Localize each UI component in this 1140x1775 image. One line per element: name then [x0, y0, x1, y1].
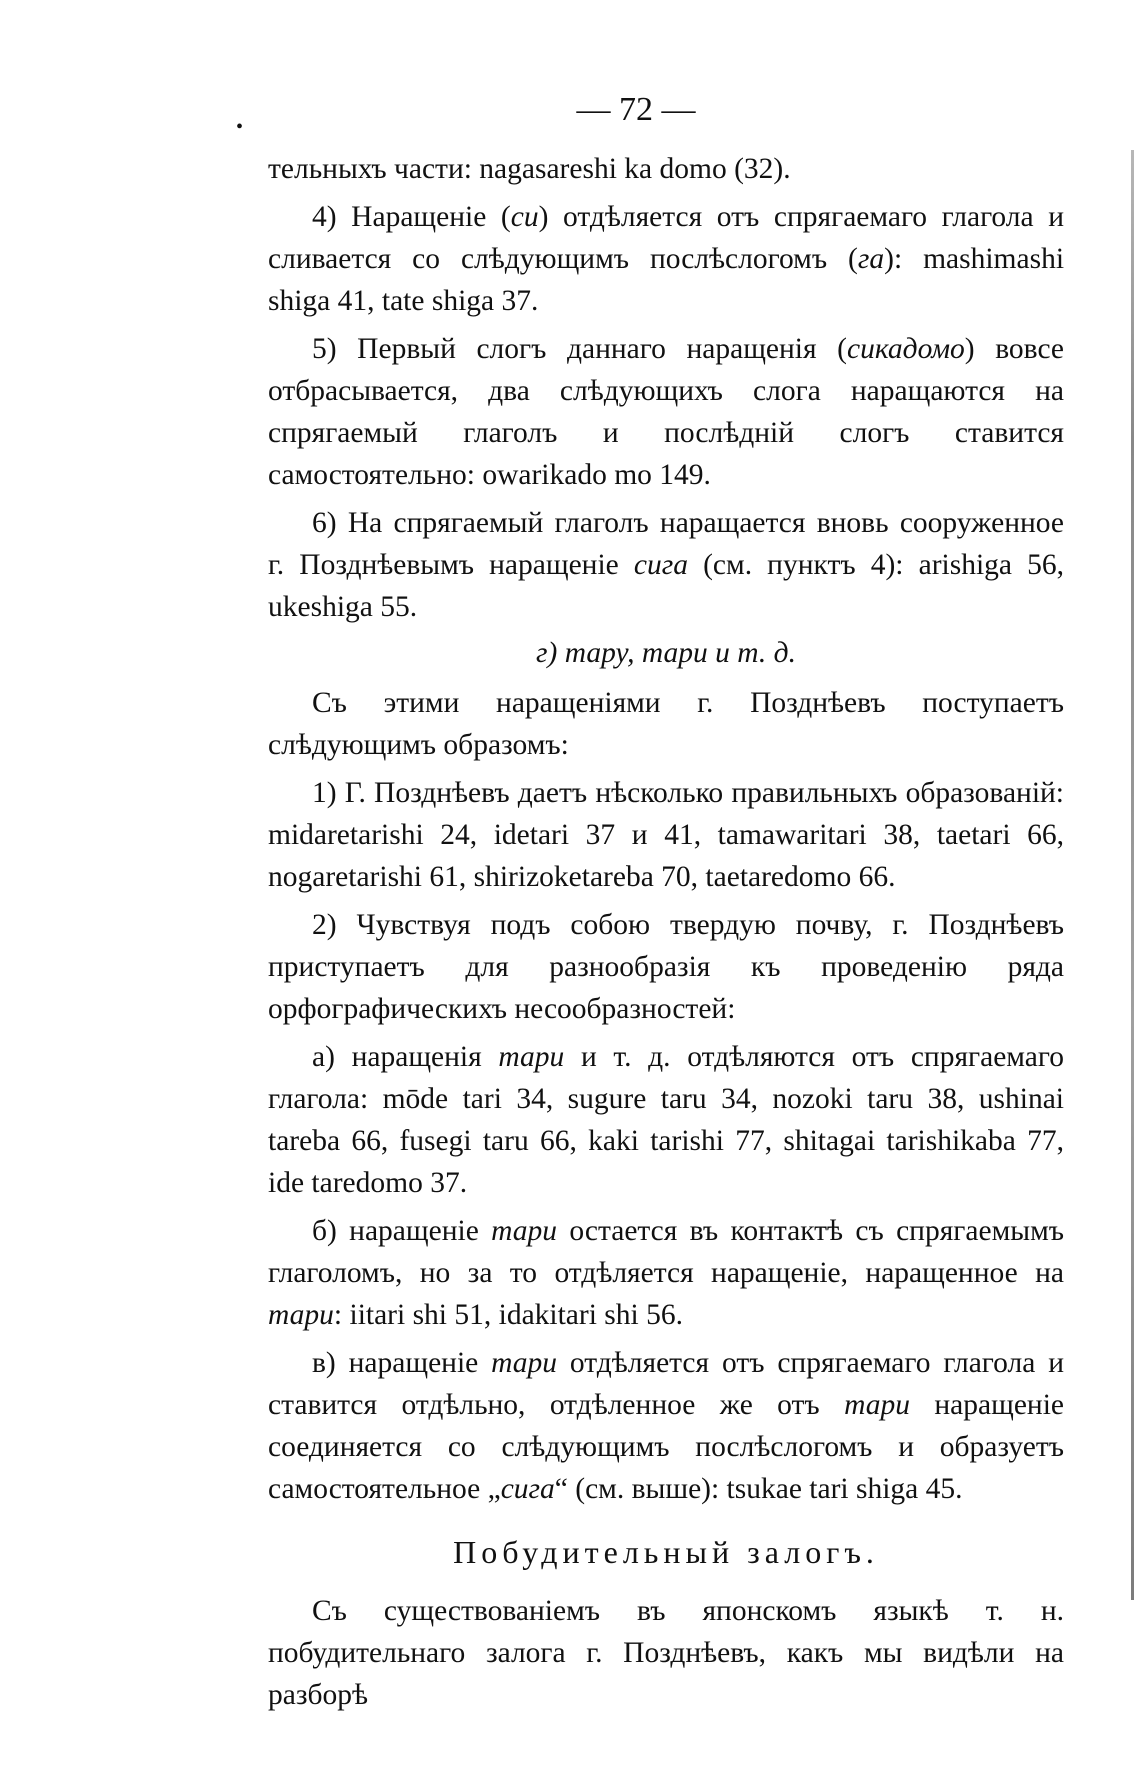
item-v: в) наращеніе тари отдѣляется отъ спрягаемаго глагола и ставится отдѣльно, отдѣленное же отъ тари наращеніе соединяется со слѣдующимъ послѣслогомъ и образуетъ самостоятельное „сига“ (см. выше): tsukae tari shiga 45. [268, 1347, 1064, 1505]
closing-paragraph: Съ существованіемъ въ японскомъ языкѣ т. н. побудительнаго залога г. Позднѣевъ, какъ мы видѣли на разборѣ [268, 1595, 1064, 1711]
item-a: а) наращенія тари и т. д. отдѣляются отъ спрягаемаго глагола: mōde tari 34, sugure taru 34, nozoki taru 38, ushinai tareba 66, fusegi taru 66, kaki tarishi 77, shitagai tarishikaba 77, ide taredomo 37. [268, 1041, 1064, 1199]
point-4: 4) Наращеніе (си) отдѣляется отъ спрягаемаго глагола и сливается со слѣдующимъ послѣслогомъ (га): mashimashi shiga 41, tate shiga 37. [268, 201, 1065, 317]
stray-mark: • [236, 116, 244, 138]
page-number: — 72 — [576, 91, 696, 128]
book-page [236, 88, 1065, 1716]
continuation-line: тельныхъ части: nagasareshi ka domo (32). [268, 153, 791, 185]
subheading: г) тару, тари и т. д. [536, 637, 796, 669]
intro-paragraph: Съ этими наращеніями г. Позднѣевъ поступаетъ слѣдующимъ образомъ: [268, 687, 1064, 761]
point-6: 6) На спрягаемый глаголъ наращается вновь сооруженное г. Позднѣевымъ наращеніе сига (см. пунктъ 4): arishiga 56, ukeshiga 55. [268, 507, 1064, 623]
point-5: 5) Первый слогъ даннаго наращенія (сикадомо) вовсе отбрасывается, два слѣдующихъ слога наращаются на спрягаемый глаголъ и послѣдній слогъ ставится самостоятельно: owarikado mo 149. [268, 333, 1064, 491]
item-b: б) наращеніе тари остается въ контактѣ съ спрягаемымъ глаголомъ, но за то отдѣляется наращеніе, наращенное на тари: iitari shi 51, idakitari shi 56. [268, 1215, 1064, 1331]
scan-edge-shadow [1131, 150, 1134, 1600]
item-2: 2) Чувствуя подъ собою твердую почву, г. Позднѣевъ приступаетъ для разнообразія къ проведенію ряда орфографическихъ несообразностей: [268, 909, 1064, 1025]
section-title: Побудительный залогъ. [453, 1534, 879, 1570]
item-1: 1) Г. Позднѣевъ даетъ нѣсколько правильныхъ образованій: midaretarishi 24, idetari 37 и 41, tamawaritari 38, taetari 66, nogaretarishi 61, shirizoketareba 70, taetaredomo 66. [268, 777, 1064, 893]
